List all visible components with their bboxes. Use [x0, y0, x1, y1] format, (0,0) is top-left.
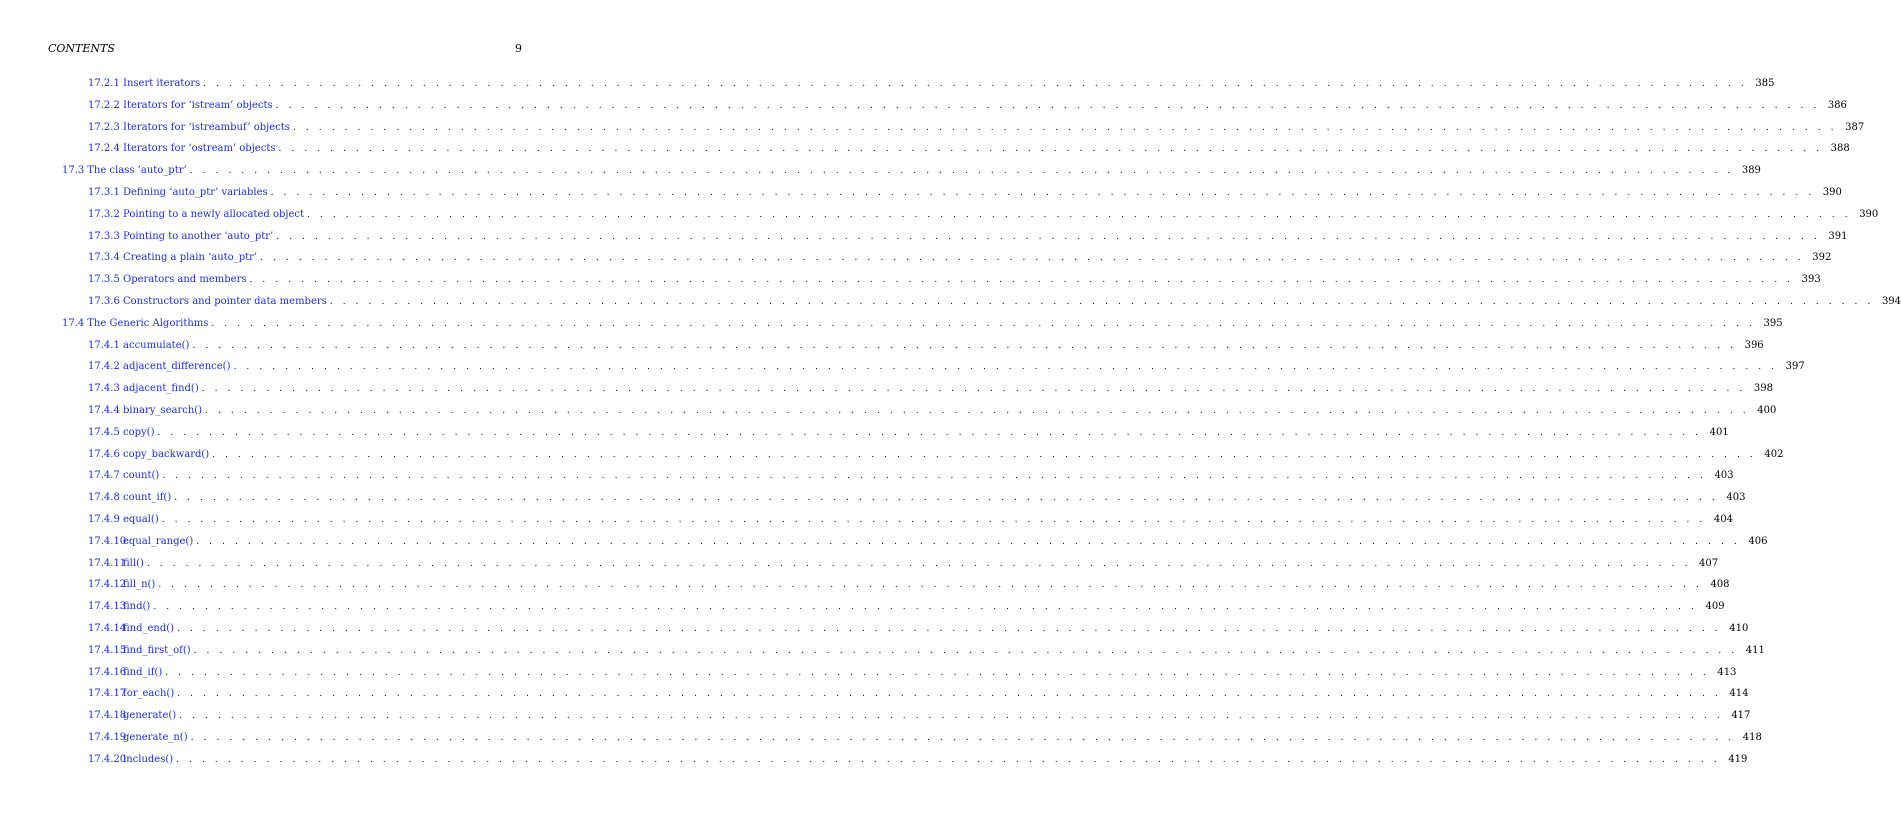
dot-leader: . . . . . . . . . . . . . . . . . . . . . . . . . . . . . . . . . . . . . . . . . . . . . . . . . . . . . . . . . . . . . . . . . . . . . . . . . . . . . . . . . . . . . . . . . . . . . . . . . . . . . . . . . . . . . . . . . . . . . . . . [276, 231, 1821, 242]
toc-entry-link[interactable] [88, 554, 147, 574]
toc-entry-link[interactable] [88, 270, 250, 290]
toc-entry[interactable] [0, 684, 1749, 704]
toc-entry-page: 391 [1828, 230, 1848, 242]
toc-entry-page: 396 [1744, 339, 1764, 351]
toc-entry-number: 17.4.11 [88, 557, 127, 569]
toc-entry-link[interactable] [88, 248, 260, 268]
dot-leader: . . . . . . . . . . . . . . . . . . . . . . . . . . . . . . . . . . . . . . . . . . . . . . . . . . . . . . . . . . . . . . . . . . . . . . . . . . . . . . . . . . . . . . . . . . . . . . . . . . . . . . . . . . . . . . . . . . . . . . . . [161, 515, 1706, 525]
toc-entry[interactable] [0, 248, 1832, 268]
toc-entry-title: Insert iterators [123, 78, 201, 89]
toc-entry-page: 390 [1859, 208, 1879, 220]
toc-entry-link[interactable] [88, 706, 179, 726]
toc-entry[interactable] [0, 161, 1761, 181]
toc-entry-title: count() [123, 470, 160, 482]
toc-entry[interactable] [0, 641, 1765, 661]
toc-entry[interactable] [0, 379, 1773, 399]
toc-entry-title: find_first_of() [123, 644, 191, 656]
toc-entry-number: 17.2.2 [88, 99, 120, 111]
toc-entry-title: adjacent_find() [123, 383, 199, 395]
dot-leader: . . . . . . . . . . . . . . . . . . . . . . . . . . . . . . . . . . . . . . . . . . . . . . . . . . . . . . . . . . . . . . . . . . . . . . . . . . . . . . . . . . . . . . . . . . . . . . . . . . . . . . . . . . . . . . . . . . . . . . . . [211, 318, 1756, 329]
dot-leader: . . . . . . . . . . . . . . . . . . . . . . . . . . . . . . . . . . . . . . . . . . . . . . . . . . . . . . . . . . . . . . . . . . . . . . . . . . . . . . . . . . . . . . . . . . . . . . . . . . . . . . . . . . . . . . . . . . . . . . . . [260, 253, 1805, 264]
toc-entry-title: generate() [123, 710, 177, 722]
toc-entry-title: generate_n() [123, 732, 188, 743]
dot-leader: . . . . . . . . . . . . . . . . . . . . . . . . . . . . . . . . . . . . . . . . . . . . . . . . . . . . . . . . . . . . . . . . . . . . . . . . . . . . . . . . . . . . . . . . . . . . . . . . . . . . . . . . . . . . . . . . . . . . . . . . [307, 209, 1852, 220]
dot-leader: . . . . . . . . . . . . . . . . . . . . . . . . . . . . . . . . . . . . . . . . . . . . . . . . . . . . . . . . . . . . . . . . . . . . . . . . . . . . . . . . . . . . . . . . . . . . . . . . . . . . . . . . . . . . . . . . . . . . . . . . [192, 340, 1737, 351]
toc-entry-title: accumulate() [123, 339, 190, 351]
toc-entry-number: 17.3 [62, 165, 85, 177]
toc-entry-number: 17.4.17 [88, 688, 127, 700]
toc-entry-link[interactable] [88, 510, 162, 530]
toc-entry-title: equal_range() [123, 535, 194, 547]
toc-entry-title: fill() [123, 557, 144, 569]
toc-entry-page: 388 [1830, 143, 1850, 155]
toc-entry-title: Pointing to a newly allocated object [123, 208, 305, 220]
toc-entry-number: 17.4.8 [88, 492, 120, 504]
toc-entry-title: Iterators for ‘ostream’ objects [123, 143, 276, 155]
toc-entry-page: 387 [1845, 121, 1865, 133]
toc-entry-link[interactable] [88, 227, 276, 247]
toc-entry-title: Operators and members [123, 274, 247, 286]
toc-entry-page: 400 [1757, 405, 1777, 416]
toc-entry-link[interactable] [88, 96, 276, 116]
toc-entry-number: 17.3.1 [88, 187, 120, 198]
toc-entry[interactable] [0, 205, 1879, 225]
toc-entry-title: Creating a plain ‘auto_ptr’ [123, 252, 258, 264]
toc-entry-number: 17.4.1 [88, 339, 120, 351]
toc-entry-number: 17.4.9 [88, 514, 120, 525]
toc-entry-link[interactable] [88, 357, 234, 377]
toc-entry[interactable] [0, 270, 1821, 290]
toc-entry-link[interactable] [62, 161, 190, 181]
dot-leader: . . . . . . . . . . . . . . . . . . . . . . . . . . . . . . . . . . . . . . . . . . . . . . . . . . . . . . . . . . . . . . . . . . . . . . . . . . . . . . . . . . . . . . . . . . . . . . . . . . . . . . . . . . . . . . . . . . . . . . . . [146, 558, 1692, 569]
toc-entry[interactable] [0, 575, 1730, 595]
toc-entry-title: Constructors and pointer data members [123, 296, 327, 307]
toc-entry-title: binary_search() [123, 405, 203, 416]
toc-entry-link[interactable] [88, 445, 212, 465]
running-title: CONTENTS [48, 42, 115, 55]
toc-entry-number: 17.3.6 [88, 296, 120, 307]
toc-entry-number: 17.3.4 [88, 252, 120, 264]
toc-entry-title: The Generic Algorithms [87, 317, 209, 329]
dot-leader: . . . . . . . . . . . . . . . . . . . . . . . . . . . . . . . . . . . . . . . . . . . . . . . . . . . . . . . . . . . . . . . . . . . . . . . . . . . . . . . . . . . . . . . . . . . . . . . . . . . . . . . . . . . . . . . . . . . . . . . . [177, 624, 1722, 634]
toc-entry-link[interactable] [88, 532, 196, 552]
toc-entry-page: 410 [1729, 623, 1749, 634]
toc-entry-title: for_each() [123, 688, 175, 700]
toc-entry-link[interactable] [88, 205, 307, 225]
dot-leader: . . . . . . . . . . . . . . . . . . . . . . . . . . . . . . . . . . . . . . . . . . . . . . . . . . . . . . . . . . . . . . . . . . . . . . . . . . . . . . . . . . . . . . . . . . . . . . . . . . . . . . . . . . . . . . . . . . . . . . . . [174, 493, 1719, 504]
toc-entry[interactable] [0, 619, 1749, 639]
toc-entry[interactable] [0, 445, 1784, 465]
toc-entry-page: 411 [1745, 644, 1765, 656]
toc-entry-page: 403 [1726, 492, 1746, 504]
toc-entry-number: 17.2.1 [88, 78, 120, 89]
toc-entry[interactable] [0, 401, 1777, 421]
toc-entry[interactable] [0, 597, 1725, 617]
toc-entry-title: Pointing to another ‘auto_ptr’ [123, 230, 274, 242]
toc-entry-page: 386 [1827, 99, 1847, 111]
toc-entry-link[interactable] [62, 314, 211, 334]
toc-entry-number: 17.4.20 [88, 753, 127, 765]
toc-entry-page: 385 [1755, 78, 1775, 89]
toc-entry-number: 17.4.19 [88, 732, 127, 743]
toc-entry-page: 392 [1812, 252, 1832, 264]
toc-entry-page: 419 [1728, 753, 1748, 765]
toc-entry[interactable] [0, 183, 1842, 203]
toc-entry-page: 418 [1742, 732, 1762, 743]
toc-entry-page: 417 [1731, 710, 1751, 722]
toc-entry-number: 17.4.12 [88, 579, 127, 591]
dot-leader: . . . . . . . . . . . . . . . . . . . . . . . . . . . . . . . . . . . . . . . . . . . . . . . . . . . . . . . . . . . . . . . . . . . . . . . . . . . . . . . . . . . . . . . . . . . . . . . . . . . . . . . . . . . . . . . . . . . . . . . . [275, 100, 1820, 111]
toc-entry[interactable] [0, 663, 1737, 683]
dot-leader: . . . . . . . . . . . . . . . . . . . . . . . . . . . . . . . . . . . . . . . . . . . . . . . . . . . . . . . . . . . . . . . . . . . . . . . . . . . . . . . . . . . . . . . . . . . . . . . . . . . . . . . . . . . . . . . . . . . . . . . . [278, 144, 1823, 155]
toc-entry-page: 408 [1710, 579, 1730, 591]
toc-entry-title: fill_n() [123, 579, 156, 591]
dot-leader: . . . . . . . . . . . . . . . . . . . . . . . . . . . . . . . . . . . . . . . . . . . . . . . . . . . . . . . . . . . . . . . . . . . . . . . . . . . . . . . . . . . . . . . . . . . . . . . . . . . . . . . . . . . . . . . . . . . . . . . . [177, 689, 1722, 700]
toc-entry-page: 403 [1714, 470, 1734, 482]
toc-entry-title: Iterators for ‘istream’ objects [123, 99, 273, 111]
toc-entry-link[interactable] [88, 663, 165, 683]
toc-entry[interactable] [0, 227, 1848, 247]
dot-leader: . . . . . . . . . . . . . . . . . . . . . . . . . . . . . . . . . . . . . . . . . . . . . . . . . . . . . . . . . . . . . . . . . . . . . . . . . . . . . . . . . . . . . . . . . . . . . . . . . . . . . . . . . . . . . . . . . . . . . . . . [165, 667, 1710, 678]
dot-leader: . . . . . . . . . . . . . . . . . . . . . . . . . . . . . . . . . . . . . . . . . . . . . . . . . . . . . . . . . . . . . . . . . . . . . . . . . . . . . . . . . . . . . . . . . . . . . . . . . . . . . . . . . . . . . . . . . . . . . . . . [162, 471, 1707, 482]
toc-entry-title: copy() [123, 426, 155, 438]
toc-entry-link[interactable] [88, 401, 205, 421]
toc-entry[interactable] [0, 510, 1733, 530]
dot-leader: . . . . . . . . . . . . . . . . . . . . . . . . . . . . . . . . . . . . . . . . . . . . . . . . . . . . . . . . . . . . . . . . . . . . . . . . . . . . . . . . . . . . . . . . . . . . . . . . . . . . . . . . . . . . . . . . . . . . . . . . [190, 733, 1735, 743]
toc-entry-title: adjacent_difference() [123, 361, 231, 373]
dot-leader: . . . . . . . . . . . . . . . . . . . . . . . . . . . . . . . . . . . . . . . . . . . . . . . . . . . . . . . . . . . . . . . . . . . . . . . . . . . . . . . . . . . . . . . . . . . . . . . . . . . . . . . . . . . . . . . . . . . . . . . . [203, 79, 1748, 89]
toc-entry-page: 401 [1709, 426, 1729, 438]
toc-entry-number: 17.4.15 [88, 644, 127, 656]
toc-entry-title: Iterators for ‘istreambuf’ objects [123, 121, 290, 133]
toc-entry-page: 407 [1699, 557, 1719, 569]
toc-entry-number: 17.4.18 [88, 710, 127, 722]
toc-entry-page: 409 [1705, 601, 1725, 613]
toc-entry[interactable] [0, 74, 1775, 94]
toc-entry-title: includes() [123, 753, 174, 765]
toc-entry-link[interactable] [88, 466, 162, 486]
dot-leader: . . . . . . . . . . . . . . . . . . . . . . . . . . . . . . . . . . . . . . . . . . . . . . . . . . . . . . . . . . . . . . . . . . . . . . . . . . . . . . . . . . . . . . . . . . . . . . . . . . . . . . . . . . . . . . . . . . . . . . . . [176, 754, 1721, 765]
toc-entry-link[interactable] [88, 139, 278, 159]
toc-entry-link[interactable] [88, 183, 271, 203]
dot-leader: . . . . . . . . . . . . . . . . . . . . . . . . . . . . . . . . . . . . . . . . . . . . . . . . . . . . . . . . . . . . . . . . . . . . . . . . . . . . . . . . . . . . . . . . . . . . . . . . . . . . . . . . . . . . . . . . . . . . . . . . [270, 188, 1815, 198]
toc-entry-number: 17.3.3 [88, 230, 120, 242]
toc-entry[interactable] [0, 488, 1746, 508]
toc-entry-link[interactable] [88, 619, 177, 639]
toc-entry-number: 17.4.2 [88, 361, 120, 373]
toc-entry-page: 404 [1713, 514, 1733, 525]
toc-entry-link[interactable] [88, 118, 293, 138]
toc-entry[interactable] [0, 423, 1729, 443]
toc-entry[interactable] [0, 554, 1719, 574]
dot-leader: . . . . . . . . . . . . . . . . . . . . . . . . . . . . . . . . . . . . . . . . . . . . . . . . . . . . . . . . . . . . . . . . . . . . . . . . . . . . . . . . . . . . . . . . . . . . . . . . . . . . . . . . . . . . . . . . . . . . . . . . [158, 580, 1703, 591]
toc-entry[interactable] [0, 292, 1901, 312]
dot-leader: . . . . . . . . . . . . . . . . . . . . . . . . . . . . . . . . . . . . . . . . . . . . . . . . . . . . . . . . . . . . . . . . . . . . . . . . . . . . . . . . . . . . . . . . . . . . . . . . . . . . . . . . . . . . . . . . . . . . . . . . [233, 362, 1778, 373]
toc-entry-page: 394 [1881, 296, 1901, 307]
toc-entry-number: 17.2.4 [88, 143, 120, 155]
toc-entry[interactable] [0, 314, 1783, 334]
toc-entry-number: 17.2.3 [88, 121, 120, 133]
toc-entry-link[interactable] [88, 423, 157, 443]
toc-entry-number: 17.3.5 [88, 274, 120, 286]
dot-leader: . . . . . . . . . . . . . . . . . . . . . . . . . . . . . . . . . . . . . . . . . . . . . . . . . . . . . . . . . . . . . . . . . . . . . . . . . . . . . . . . . . . . . . . . . . . . . . . . . . . . . . . . . . . . . . . . . . . . . . . . [193, 645, 1738, 656]
toc-entry-link[interactable] [88, 488, 174, 508]
toc-entry-page: 402 [1764, 448, 1784, 460]
toc-entry-title: copy_backward() [123, 448, 210, 460]
toc-entry[interactable] [0, 728, 1762, 748]
toc-entry-page: 390 [1822, 187, 1842, 198]
dot-leader: . . . . . . . . . . . . . . . . . . . . . . . . . . . . . . . . . . . . . . . . . . . . . . . . . . . . . . . . . . . . . . . . . . . . . . . . . . . . . . . . . . . . . . . . . . . . . . . . . . . . . . . . . . . . . . . . . . . . . . . . [153, 602, 1698, 613]
dot-leader: . . . . . . . . . . . . . . . . . . . . . . . . . . . . . . . . . . . . . . . . . . . . . . . . . . . . . . . . . . . . . . . . . . . . . . . . . . . . . . . . . . . . . . . . . . . . . . . . . . . . . . . . . . . . . . . . . . . . . . . . [329, 297, 1874, 307]
toc-entry-number: 17.4.14 [88, 623, 127, 634]
toc-entry[interactable] [0, 139, 1850, 159]
toc-entry-number: 17.4.6 [88, 448, 120, 460]
dot-leader: . . . . . . . . . . . . . . . . . . . . . . . . . . . . . . . . . . . . . . . . . . . . . . . . . . . . . . . . . . . . . . . . . . . . . . . . . . . . . . . . . . . . . . . . . . . . . . . . . . . . . . . . . . . . . . . . . . . . . . . . [205, 406, 1750, 416]
toc-entry-page: 389 [1741, 165, 1761, 177]
toc-entry[interactable] [0, 357, 1805, 377]
dot-leader: . . . . . . . . . . . . . . . . . . . . . . . . . . . . . . . . . . . . . . . . . . . . . . . . . . . . . . . . . . . . . . . . . . . . . . . . . . . . . . . . . . . . . . . . . . . . . . . . . . . . . . . . . . . . . . . . . . . . . . . . [179, 711, 1724, 722]
dot-leader: . . . . . . . . . . . . . . . . . . . . . . . . . . . . . . . . . . . . . . . . . . . . . . . . . . . . . . . . . . . . . . . . . . . . . . . . . . . . . . . . . . . . . . . . . . . . . . . . . . . . . . . . . . . . . . . . . . . . . . . . [212, 449, 1757, 460]
toc-entry-link[interactable] [88, 641, 194, 661]
toc-entry-number: 17.4.13 [88, 601, 127, 613]
toc-entry-number: 17.3.2 [88, 208, 120, 220]
toc-entry-link[interactable] [88, 597, 153, 617]
toc-entry-number: 17.4.7 [88, 470, 120, 482]
toc-entry-number: 17.4.10 [88, 535, 127, 547]
toc-entry[interactable] [0, 118, 1865, 138]
toc-entry[interactable] [0, 466, 1734, 486]
header-page-number: 9 [515, 42, 522, 55]
toc-entry-link[interactable] [88, 684, 177, 704]
toc-entry[interactable] [0, 96, 1847, 116]
dot-leader: . . . . . . . . . . . . . . . . . . . . . . . . . . . . . . . . . . . . . . . . . . . . . . . . . . . . . . . . . . . . . . . . . . . . . . . . . . . . . . . . . . . . . . . . . . . . . . . . . . . . . . . . . . . . . . . . . . . . . . . . [196, 536, 1741, 547]
toc-entry-link[interactable] [88, 74, 203, 94]
toc-entry-page: 395 [1763, 317, 1783, 329]
toc-entry-title: find() [123, 601, 151, 613]
dot-leader: . . . . . . . . . . . . . . . . . . . . . . . . . . . . . . . . . . . . . . . . . . . . . . . . . . . . . . . . . . . . . . . . . . . . . . . . . . . . . . . . . . . . . . . . . . . . . . . . . . . . . . . . . . . . . . . . . . . . . . . . [292, 122, 1838, 133]
toc-entry[interactable] [0, 706, 1751, 726]
toc-entry-link[interactable] [88, 379, 202, 399]
toc-entry-title: Defining ‘auto_ptr’ variables [123, 187, 268, 198]
toc-entry-title: The class ’auto_ptr’ [87, 165, 187, 177]
toc-entry-title: find_end() [123, 623, 175, 634]
toc-entry[interactable] [0, 336, 1764, 356]
toc-entry-link[interactable] [88, 336, 192, 356]
toc-entry-number: 17.4 [62, 317, 85, 329]
toc-entry[interactable] [0, 750, 1748, 770]
toc-entry-number: 17.4.3 [88, 383, 120, 395]
toc-entry-page: 398 [1753, 383, 1773, 395]
toc-entry-page: 413 [1717, 666, 1737, 678]
dot-leader: . . . . . . . . . . . . . . . . . . . . . . . . . . . . . . . . . . . . . . . . . . . . . . . . . . . . . . . . . . . . . . . . . . . . . . . . . . . . . . . . . . . . . . . . . . . . . . . . . . . . . . . . . . . . . . . . . . . . . . . . [201, 384, 1746, 395]
toc-entry-page: 406 [1748, 535, 1768, 547]
toc-entry-number: 17.4.16 [88, 666, 127, 678]
toc-entry-title: find_if() [123, 666, 163, 678]
toc-entry-page: 397 [1785, 361, 1805, 373]
dot-leader: . . . . . . . . . . . . . . . . . . . . . . . . . . . . . . . . . . . . . . . . . . . . . . . . . . . . . . . . . . . . . . . . . . . . . . . . . . . . . . . . . . . . . . . . . . . . . . . . . . . . . . . . . . . . . . . . . . . . . . . . [189, 166, 1734, 177]
toc-entry-link[interactable] [88, 292, 330, 312]
dot-leader: . . . . . . . . . . . . . . . . . . . . . . . . . . . . . . . . . . . . . . . . . . . . . . . . . . . . . . . . . . . . . . . . . . . . . . . . . . . . . . . . . . . . . . . . . . . . . . . . . . . . . . . . . . . . . . . . . . . . . . . . [157, 427, 1702, 438]
toc-entry-title: equal() [123, 514, 159, 525]
toc-entry-link[interactable] [88, 575, 158, 595]
toc-entry[interactable] [0, 532, 1768, 552]
toc-entry-link[interactable] [88, 750, 176, 770]
toc-entry-link[interactable] [88, 728, 191, 748]
toc-entry-page: 414 [1729, 688, 1749, 700]
toc-entry-title: count_if() [123, 492, 172, 504]
toc-entry-number: 17.4.5 [88, 426, 120, 438]
page-header [48, 42, 522, 55]
toc-entry-number: 17.4.4 [88, 405, 120, 416]
toc-entry-page: 393 [1801, 274, 1821, 286]
dot-leader: . . . . . . . . . . . . . . . . . . . . . . . . . . . . . . . . . . . . . . . . . . . . . . . . . . . . . . . . . . . . . . . . . . . . . . . . . . . . . . . . . . . . . . . . . . . . . . . . . . . . . . . . . . . . . . . . . . . . . . . . [249, 275, 1794, 286]
